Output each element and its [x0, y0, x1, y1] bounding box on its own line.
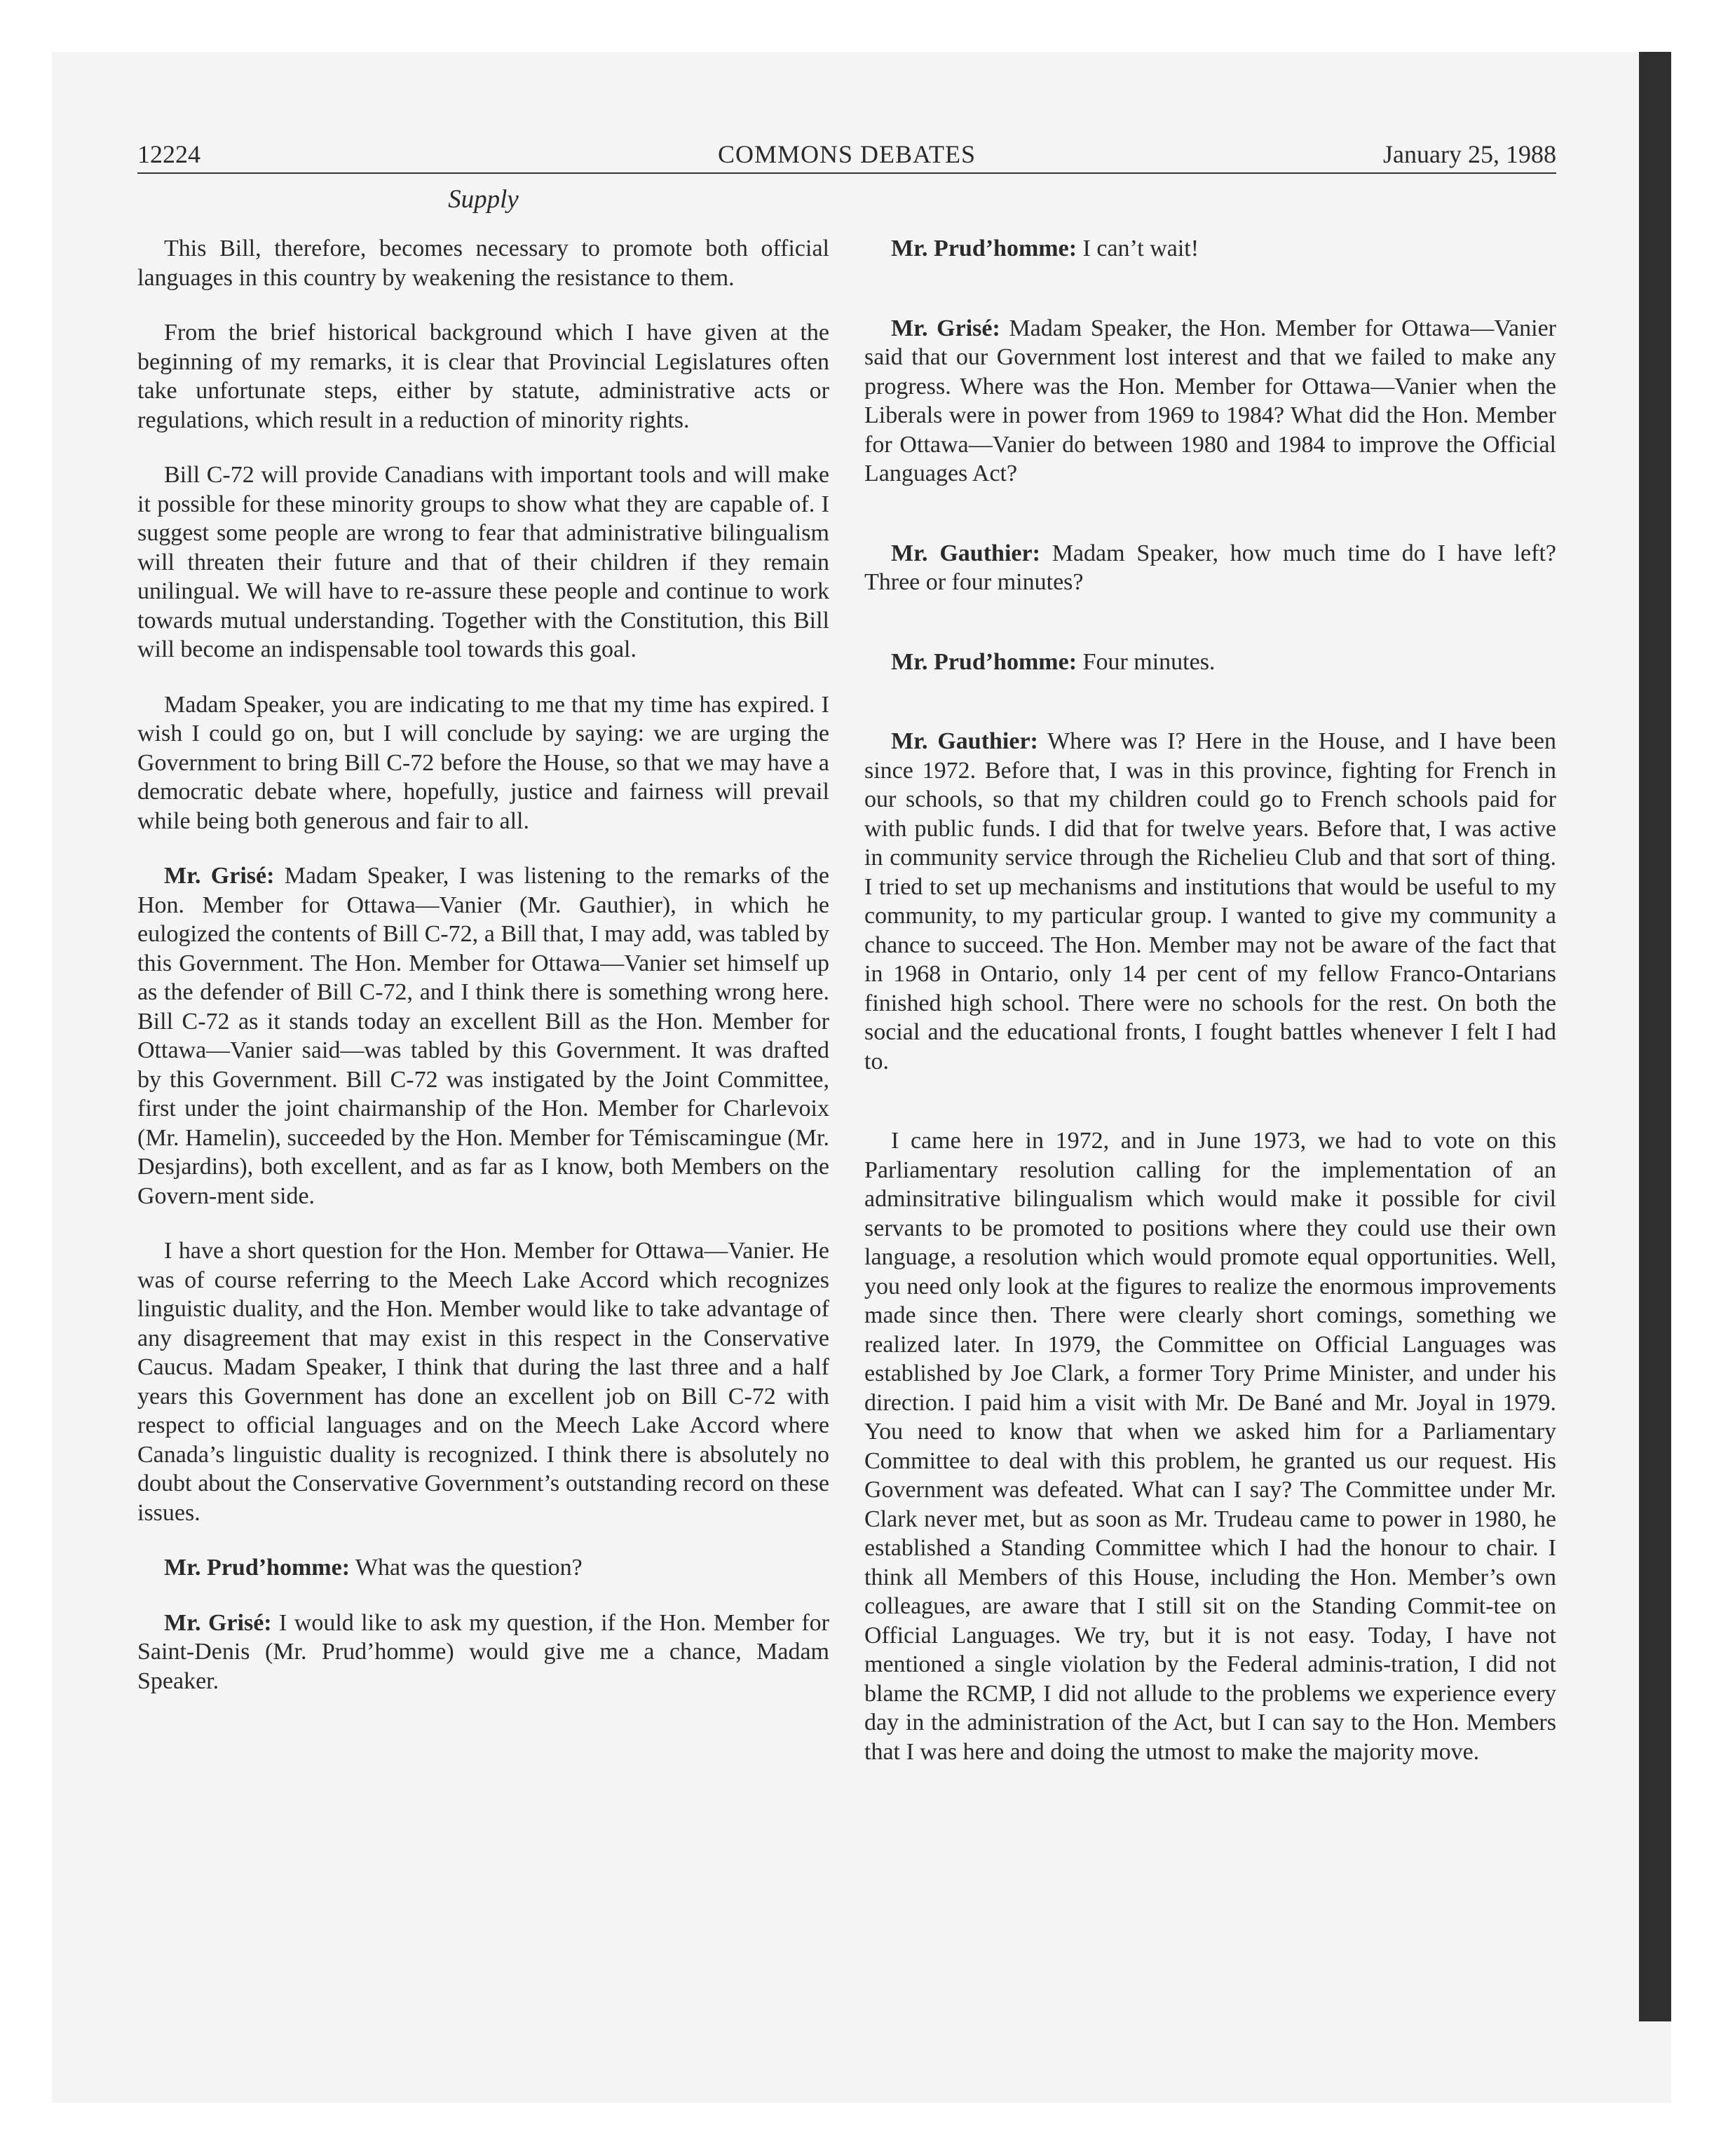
paragraph-text: Madam Speaker, the Hon. Member for Ottawa—Vanier said that our Government lost interest and that we failed to make any progress. Where was the Hon. Member for Ottawa—Vanier when the Liberals were in power from 1969 to 1984? What did the Hon. Member for Ottawa—Vanier do between 1980 and 1984 to improve the Official Languages Act?	[864, 315, 1556, 486]
paragraph-text: Where was I? Here in the House, and I have been since 1972. Before that, I was in this province, fighting for French in our schools, so that my children could go to French schools paid for with public funds. I did that for twelve years. Before that, I was active in community service through the Richelieu Club and that sort of thing. I tried to set up mechanisms and institutions that would be useful to my community, to my particular group. I wanted to give my community a chance to succeed. The Hon. Member may not be aware of the fact that in 1968 in Ontario, only 14 per cent of my fellow Franco-Ontarians finished high school. There were no schools for the rest. On both the social and the educational fronts, I fought battles whenever I felt I had to.	[864, 728, 1556, 1074]
paragraph	[137, 1609, 829, 1696]
paragraph	[137, 1553, 829, 1583]
publication-title: COMMONS DEBATES	[717, 140, 977, 168]
paragraph	[137, 234, 829, 292]
speaker-name: Mr. Prud’homme:	[891, 236, 1077, 261]
paragraph	[864, 539, 1556, 597]
speaker-name: Mr. Gauthier:	[891, 540, 1040, 566]
paragraph-text: Madam Speaker, how much time do I have left? Three or four minutes?	[864, 540, 1556, 595]
speaker-name: Mr. Gauthier:	[891, 728, 1038, 754]
speaker-name: Mr. Grisé:	[164, 1609, 272, 1636]
paragraph	[137, 318, 829, 435]
left-column	[137, 234, 829, 1721]
speaker-name: Mr. Prud’homme:	[891, 648, 1077, 675]
paragraph-text: This Bill, therefore, becomes necessary to promote both official languages in this country by weakening the resistance to them.	[137, 236, 829, 291]
paragraph-text: I have a short question for the Hon. Member for Ottawa—Vanier. He was of course referring to the Meech Lake Accord which recognizes linguistic duality, and the Hon. Member would like to take advantage of any disagreement that may exist in this respect in the Conservative Caucus. Madam Speaker, I think that during the last three and a half years this Government has done an excellent job on Bill C-72 with respect to official languages and on the Meech Lake Accord where Canada’s linguistic duality is recognized. I think there is absolutely no doubt about the Conservative Government’s outstanding record on these issues.	[137, 1238, 829, 1526]
right-column	[864, 234, 1556, 1794]
paragraph-text: Madam Speaker, I was listening to the remarks of the Hon. Member for Ottawa—Vanier (Mr. Gauthier), in which he eulogized the contents of Bill C-72, a Bill that, I may add, was tabled by this Government. The Hon. Member for Ottawa—Vanier set himself up as the defender of Bill C-72, and I think there is something wrong here. Bill C-72 as it stands today an excellent Bill as the Hon. Member for Ottawa—Vanier said—was tabled by this Government. It was drafted by this Government. Bill C-72 was instigated by the Joint Committee, first under the joint chairmanship of the Hon. Member for Charlevoix (Mr. Hamelin), succeeded by the Hon. Member for Témiscamingue (Mr. Desjardins), both excellent, and as far as I know, both Members on the Govern-ment side.	[137, 863, 830, 1209]
paragraph	[864, 727, 1556, 1076]
paragraph	[137, 690, 829, 836]
paragraph	[864, 314, 1556, 489]
paragraph-text: Madam Speaker, you are indicating to me that my time has expired. I wish I could go on, but I will conclude by saying: we are urging the Government to bring Bill C-72 before the House, so that we may have a democratic debate where, hopefully, justice and fairness will prevail while being both generous and fair to all.	[137, 691, 829, 834]
running-header	[137, 139, 1556, 174]
paragraph	[864, 1126, 1556, 1766]
paragraph-text: Four minutes.	[1082, 648, 1216, 675]
paragraph-text: Bill C-72 will provide Canadians with important tools and will make it possible for these minority groups to show what they are capable of. I suggest some people are wrong to fear that administrative bilingualism will threaten their future and that of their children if they remain unilingual. We will have to re-assure these people and continue to work towards mutual understanding. Together with the Constitution, this Bill will become an indispensable tool towards this goal.	[137, 462, 829, 662]
paragraph	[137, 861, 829, 1210]
paragraph	[137, 460, 829, 664]
paragraph-text: From the brief historical background which I have given at the beginning of my remarks, it is clear that Provincial Legislatures often take unfortunate steps, either by statute, administrative acts or regulations, which result in a reduction of minority rights.	[137, 320, 829, 433]
paragraph-text: I can’t wait!	[1082, 236, 1199, 261]
paragraph-text: I would like to ask my question, if the Hon. Member for Saint-Denis (Mr. Prud’homme) would give me a chance, Madam Speaker.	[137, 1609, 830, 1694]
section-heading: Supply	[448, 185, 519, 214]
publication-date: January 25, 1988	[1383, 140, 1556, 168]
paragraph-text: What was the question?	[355, 1555, 583, 1581]
paragraph	[137, 1236, 829, 1527]
paragraph	[864, 234, 1556, 264]
paragraph	[864, 648, 1556, 677]
speaker-name: Mr. Grisé:	[891, 315, 1000, 341]
speaker-name: Mr. Grisé:	[164, 863, 275, 889]
scan-edge-shadow	[1639, 52, 1671, 2021]
paragraph-text: I came here in 1972, and in June 1973, we had to vote on this Parliamentary resolution calling for the implementation of an adminsitrative bilingualism which would make it possible for civil servants to be promoted to positions where they could use their own language, a resolution which would promote equal opportunities. Well, you need only look at the figures to realize the enormous improvements made since then. There were clearly short comings, something we realized later. In 1979, the Committee on Official Languages was established by Joe Clark, a former Tory Prime Minister, and under his direction. I paid him a visit with Mr. De Bané and Mr. Joyal in 1979. You need to know that when we asked him for a Parliamentary Committee to deal with this problem, he granted us our request. His Government was defeated. What can I say? The Committee under Mr. Clark never met, but as soon as Mr. Trudeau came to power in 1980, he established a Standing Committee which I had the honour to chair. I think all Members of this House, including the Hon. Member’s own colleagues, are aware that I still sit on the Standing Commit-tee on Official Languages. We try, but it is not easy. Today, I have not mentioned a single violation by the Federal adminis-tration, I did not blame the RCMP, I did not allude to the problems we experience every day in the administration of the Act, but I can say to the Hon. Members that I was here and doing the utmost to make the majority move.	[864, 1128, 1556, 1765]
speaker-name: Mr. Prud’homme:	[164, 1555, 351, 1581]
page-number: 12224	[137, 140, 200, 168]
